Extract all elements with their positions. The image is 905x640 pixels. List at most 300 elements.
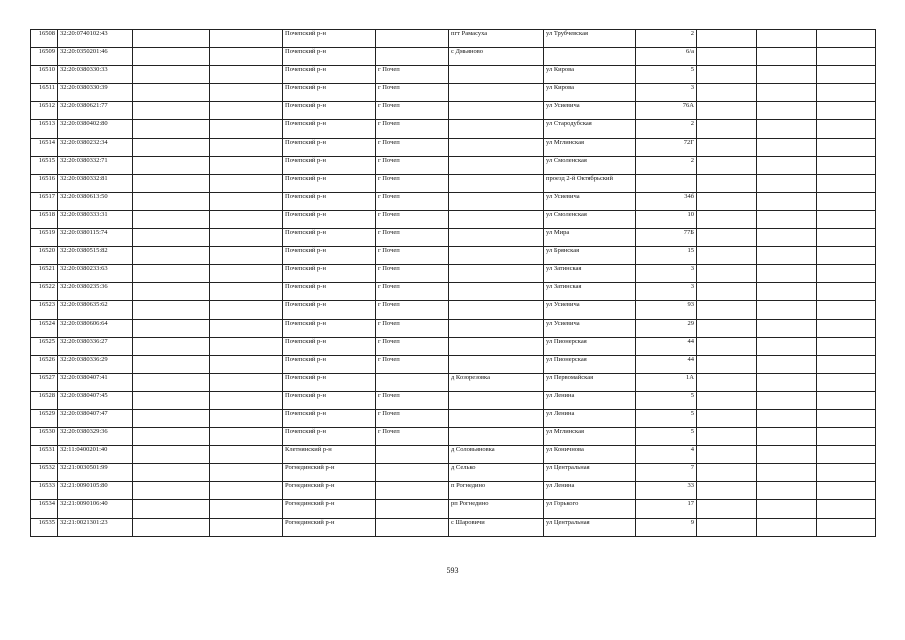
cell-empty-col-1 — [133, 30, 210, 48]
table-row — [31, 446, 876, 464]
cell-empty-col-5 — [817, 48, 876, 66]
cell-row-number: 16530 — [31, 428, 58, 446]
cell-empty-col-1 — [133, 446, 210, 464]
cell-empty-col-4 — [757, 30, 817, 48]
cell-settlement — [449, 301, 544, 319]
cell-house-number: 9 — [636, 518, 697, 536]
cell-district: Почепский р-н — [283, 247, 376, 265]
cell-empty-col-2 — [210, 247, 283, 265]
cell-empty-col-3 — [697, 464, 757, 482]
cell-city: г Почеп — [376, 138, 449, 156]
cell-empty-col-2 — [210, 138, 283, 156]
cell-row-number: 16522 — [31, 283, 58, 301]
cell-district: Почепский р-н — [283, 138, 376, 156]
cell-street: ул Мира — [544, 229, 636, 247]
cell-street: ул Мглинская — [544, 138, 636, 156]
cell-city: г Почеп — [376, 174, 449, 192]
table-row — [31, 391, 876, 409]
cell-street: ул Смоленская — [544, 210, 636, 228]
cell-district: Почепский р-н — [283, 355, 376, 373]
cell-street: ул Мглинская — [544, 428, 636, 446]
cell-district: Рогнединский р-н — [283, 518, 376, 536]
cell-empty-col-3 — [697, 319, 757, 337]
cell-cadastral-number: 32:21:0030501:99 — [58, 464, 133, 482]
cell-empty-col-1 — [133, 156, 210, 174]
cell-empty-col-4 — [757, 391, 817, 409]
cell-empty-col-4 — [757, 210, 817, 228]
table-row — [31, 84, 876, 102]
cell-cadastral-number: 32:20:0380332:81 — [58, 174, 133, 192]
cell-settlement — [449, 355, 544, 373]
cell-district: Почепский р-н — [283, 84, 376, 102]
cell-house-number: 2 — [636, 30, 697, 48]
cell-city: г Почеп — [376, 428, 449, 446]
cell-house-number — [636, 174, 697, 192]
cell-settlement — [449, 247, 544, 265]
cell-empty-col-1 — [133, 518, 210, 536]
cell-empty-col-1 — [133, 428, 210, 446]
cell-city: г Почеп — [376, 409, 449, 427]
cell-street: ул Ленина — [544, 482, 636, 500]
cell-city: г Почеп — [376, 192, 449, 210]
cell-empty-col-4 — [757, 500, 817, 518]
cell-empty-col-3 — [697, 373, 757, 391]
cell-cadastral-number: 32:20:0380407:47 — [58, 409, 133, 427]
cell-empty-col-2 — [210, 337, 283, 355]
cell-house-number: 5 — [636, 409, 697, 427]
cell-district: Почепский р-н — [283, 301, 376, 319]
cell-district: Клетнянский р-н — [283, 446, 376, 464]
cell-city: г Почеп — [376, 156, 449, 174]
cell-street: ул Усиевича — [544, 192, 636, 210]
cell-house-number: 17 — [636, 500, 697, 518]
cell-district: Почепский р-н — [283, 30, 376, 48]
cell-empty-col-3 — [697, 229, 757, 247]
cell-empty-col-5 — [817, 138, 876, 156]
cell-empty-col-4 — [757, 66, 817, 84]
cell-cadastral-number: 32:20:0380407:45 — [58, 391, 133, 409]
cell-empty-col-1 — [133, 391, 210, 409]
table-row — [31, 265, 876, 283]
cell-cadastral-number: 32:11:0400201:40 — [58, 446, 133, 464]
cell-row-number: 16516 — [31, 174, 58, 192]
cell-empty-col-3 — [697, 174, 757, 192]
cell-empty-col-2 — [210, 319, 283, 337]
table-row — [31, 156, 876, 174]
cell-settlement — [449, 210, 544, 228]
cell-cadastral-number: 32:20:0380233:63 — [58, 265, 133, 283]
cell-cadastral-number: 32:20:0380336:29 — [58, 355, 133, 373]
cell-city — [376, 446, 449, 464]
cell-cadastral-number: 32:21:0021301:23 — [58, 518, 133, 536]
cell-house-number: 44 — [636, 337, 697, 355]
cell-empty-col-5 — [817, 518, 876, 536]
cell-empty-col-3 — [697, 84, 757, 102]
cell-empty-col-3 — [697, 102, 757, 120]
cell-empty-col-3 — [697, 500, 757, 518]
cell-row-number: 16529 — [31, 409, 58, 427]
cell-district: Почепский р-н — [283, 192, 376, 210]
cell-empty-col-4 — [757, 428, 817, 446]
cell-city — [376, 500, 449, 518]
cell-empty-col-4 — [757, 120, 817, 138]
cell-settlement: д Соловьяновка — [449, 446, 544, 464]
cell-empty-col-4 — [757, 373, 817, 391]
cell-empty-col-3 — [697, 337, 757, 355]
cell-row-number: 16523 — [31, 301, 58, 319]
cell-empty-col-3 — [697, 391, 757, 409]
cell-empty-col-3 — [697, 355, 757, 373]
cell-street: ул Центральная — [544, 464, 636, 482]
cell-house-number: 15 — [636, 247, 697, 265]
cell-empty-col-2 — [210, 120, 283, 138]
cell-empty-col-5 — [817, 30, 876, 48]
cell-empty-col-2 — [210, 464, 283, 482]
cell-empty-col-5 — [817, 156, 876, 174]
table-row — [31, 482, 876, 500]
table-row — [31, 174, 876, 192]
cell-empty-col-4 — [757, 192, 817, 210]
cell-empty-col-3 — [697, 247, 757, 265]
cell-empty-col-3 — [697, 283, 757, 301]
cell-settlement — [449, 156, 544, 174]
cell-settlement — [449, 66, 544, 84]
cell-district: Почепский р-н — [283, 265, 376, 283]
cell-empty-col-3 — [697, 120, 757, 138]
cell-empty-col-1 — [133, 464, 210, 482]
cell-empty-col-2 — [210, 192, 283, 210]
table-row — [31, 120, 876, 138]
cell-cadastral-number: 32:20:0380606:64 — [58, 319, 133, 337]
cell-city: г Почеп — [376, 210, 449, 228]
cell-empty-col-1 — [133, 355, 210, 373]
cell-empty-col-5 — [817, 265, 876, 283]
cell-street: ул Пионерская — [544, 355, 636, 373]
cell-street: ул Трубчевская — [544, 30, 636, 48]
cell-empty-col-3 — [697, 446, 757, 464]
cell-settlement — [449, 337, 544, 355]
cell-street: ул Коничнова — [544, 446, 636, 464]
cell-empty-col-5 — [817, 355, 876, 373]
cell-empty-col-3 — [697, 192, 757, 210]
cell-empty-col-2 — [210, 391, 283, 409]
cell-house-number: 3 — [636, 84, 697, 102]
cell-cadastral-number: 32:20:0380402:80 — [58, 120, 133, 138]
cell-empty-col-1 — [133, 229, 210, 247]
cell-row-number: 16525 — [31, 337, 58, 355]
cell-empty-col-5 — [817, 283, 876, 301]
cell-city: г Почеп — [376, 391, 449, 409]
cell-row-number: 16518 — [31, 210, 58, 228]
cell-cadastral-number: 32:20:0380332:71 — [58, 156, 133, 174]
cell-settlement: с Дмьяново — [449, 48, 544, 66]
cell-empty-col-1 — [133, 192, 210, 210]
cell-city: г Почеп — [376, 337, 449, 355]
cell-empty-col-2 — [210, 30, 283, 48]
cell-city: г Почеп — [376, 301, 449, 319]
cell-district: Почепский р-н — [283, 283, 376, 301]
table-row — [31, 518, 876, 536]
cell-district: Почепский р-н — [283, 102, 376, 120]
cell-empty-col-1 — [133, 174, 210, 192]
cell-district: Рогнединский р-н — [283, 500, 376, 518]
cell-empty-col-5 — [817, 409, 876, 427]
cell-street: ул Стародубская — [544, 120, 636, 138]
cell-empty-col-3 — [697, 30, 757, 48]
cell-house-number: 76А — [636, 102, 697, 120]
cell-district: Рогнединский р-н — [283, 482, 376, 500]
cell-house-number: 44 — [636, 355, 697, 373]
cell-house-number: 3 — [636, 265, 697, 283]
cell-empty-col-5 — [817, 192, 876, 210]
cell-cadastral-number: 32:20:0740102:43 — [58, 30, 133, 48]
cell-house-number: 3 — [636, 283, 697, 301]
cell-empty-col-4 — [757, 446, 817, 464]
cell-empty-col-1 — [133, 102, 210, 120]
cell-street: ул Ленина — [544, 391, 636, 409]
cell-empty-col-5 — [817, 120, 876, 138]
cell-house-number: 2 — [636, 156, 697, 174]
cell-empty-col-3 — [697, 301, 757, 319]
cell-empty-col-2 — [210, 265, 283, 283]
cell-empty-col-1 — [133, 66, 210, 84]
cell-empty-col-4 — [757, 319, 817, 337]
cell-empty-col-3 — [697, 156, 757, 174]
cell-city: г Почеп — [376, 247, 449, 265]
cell-settlement: д Селько — [449, 464, 544, 482]
cell-row-number: 16526 — [31, 355, 58, 373]
cell-city — [376, 30, 449, 48]
cell-settlement: рп Рогнедино — [449, 500, 544, 518]
cell-empty-col-2 — [210, 174, 283, 192]
cell-cadastral-number: 32:20:0380336:27 — [58, 337, 133, 355]
cell-empty-col-3 — [697, 265, 757, 283]
cell-settlement — [449, 174, 544, 192]
cell-empty-col-2 — [210, 409, 283, 427]
table-row — [31, 247, 876, 265]
table-row — [31, 102, 876, 120]
cell-cadastral-number: 32:20:0380333:31 — [58, 210, 133, 228]
cell-row-number: 16528 — [31, 391, 58, 409]
cell-empty-col-2 — [210, 428, 283, 446]
table-row — [31, 229, 876, 247]
cell-city — [376, 373, 449, 391]
cell-empty-col-4 — [757, 464, 817, 482]
cell-house-number: 5 — [636, 428, 697, 446]
cell-empty-col-1 — [133, 373, 210, 391]
cell-empty-col-4 — [757, 138, 817, 156]
table-row — [31, 283, 876, 301]
cell-empty-col-4 — [757, 265, 817, 283]
table-row — [31, 210, 876, 228]
cell-street: ул Затинская — [544, 265, 636, 283]
cell-settlement: п Рогнедино — [449, 482, 544, 500]
cell-empty-col-4 — [757, 518, 817, 536]
cell-settlement — [449, 409, 544, 427]
cell-empty-col-4 — [757, 301, 817, 319]
cell-row-number: 16515 — [31, 156, 58, 174]
cell-empty-col-4 — [757, 156, 817, 174]
cell-empty-col-1 — [133, 301, 210, 319]
table-row — [31, 337, 876, 355]
cell-street: ул Усиевича — [544, 301, 636, 319]
cell-city: г Почеп — [376, 319, 449, 337]
register-rows — [31, 30, 876, 537]
table-row — [31, 500, 876, 518]
cell-street: ул Усиевича — [544, 319, 636, 337]
cell-settlement — [449, 283, 544, 301]
cell-settlement — [449, 428, 544, 446]
cell-settlement — [449, 319, 544, 337]
cell-cadastral-number: 32:20:0380329:36 — [58, 428, 133, 446]
cell-empty-col-4 — [757, 283, 817, 301]
cell-row-number: 16519 — [31, 229, 58, 247]
cell-house-number: 7 — [636, 464, 697, 482]
cell-empty-col-4 — [757, 102, 817, 120]
cell-empty-col-4 — [757, 229, 817, 247]
cell-street: ул Кирова — [544, 84, 636, 102]
cell-empty-col-1 — [133, 283, 210, 301]
cell-row-number: 16527 — [31, 373, 58, 391]
cell-empty-col-5 — [817, 391, 876, 409]
cell-cadastral-number: 32:20:0380407:41 — [58, 373, 133, 391]
cell-row-number: 16511 — [31, 84, 58, 102]
cell-empty-col-5 — [817, 102, 876, 120]
cell-empty-col-1 — [133, 500, 210, 518]
cell-row-number: 16534 — [31, 500, 58, 518]
cell-row-number: 16532 — [31, 464, 58, 482]
cell-empty-col-2 — [210, 84, 283, 102]
cell-empty-col-1 — [133, 482, 210, 500]
cell-settlement — [449, 102, 544, 120]
cell-empty-col-4 — [757, 247, 817, 265]
cell-empty-col-4 — [757, 409, 817, 427]
cell-city: г Почеп — [376, 229, 449, 247]
cell-empty-col-5 — [817, 464, 876, 482]
cell-cadastral-number: 32:20:0350201:46 — [58, 48, 133, 66]
cell-cadastral-number: 32:20:0380235:36 — [58, 283, 133, 301]
cell-empty-col-1 — [133, 265, 210, 283]
cell-empty-col-2 — [210, 301, 283, 319]
cell-house-number: 29 — [636, 319, 697, 337]
cell-empty-col-5 — [817, 301, 876, 319]
cell-row-number: 16520 — [31, 247, 58, 265]
cell-settlement: д Козорезовка — [449, 373, 544, 391]
cell-street: ул Ленина — [544, 409, 636, 427]
cell-city: г Почеп — [376, 283, 449, 301]
cell-row-number: 16521 — [31, 265, 58, 283]
cell-house-number: 1А — [636, 373, 697, 391]
cell-empty-col-1 — [133, 138, 210, 156]
cell-settlement — [449, 192, 544, 210]
cell-house-number: 5 — [636, 66, 697, 84]
table-row — [31, 355, 876, 373]
cell-empty-col-2 — [210, 210, 283, 228]
cell-empty-col-1 — [133, 48, 210, 66]
cell-empty-col-2 — [210, 283, 283, 301]
cell-empty-col-2 — [210, 500, 283, 518]
table-row — [31, 30, 876, 48]
cell-empty-col-3 — [697, 210, 757, 228]
cell-empty-col-2 — [210, 102, 283, 120]
cell-cadastral-number: 32:20:0380515:82 — [58, 247, 133, 265]
cell-street: ул Затинская — [544, 283, 636, 301]
cell-empty-col-1 — [133, 84, 210, 102]
cell-street: ул Пионерская — [544, 337, 636, 355]
table-row — [31, 192, 876, 210]
table-row — [31, 428, 876, 446]
cell-settlement: пгт Рамасуха — [449, 30, 544, 48]
cell-empty-col-5 — [817, 247, 876, 265]
cell-empty-col-1 — [133, 409, 210, 427]
cell-district: Почепский р-н — [283, 409, 376, 427]
table-row — [31, 66, 876, 84]
cell-district: Почепский р-н — [283, 120, 376, 138]
cell-city: г Почеп — [376, 120, 449, 138]
cell-district: Рогнединский р-н — [283, 464, 376, 482]
table-row — [31, 48, 876, 66]
table-row — [31, 464, 876, 482]
cell-empty-col-5 — [817, 174, 876, 192]
cell-empty-col-2 — [210, 446, 283, 464]
cell-house-number: 34б — [636, 192, 697, 210]
cell-settlement — [449, 265, 544, 283]
cell-street: ул Кирова — [544, 66, 636, 84]
cell-district: Почепский р-н — [283, 391, 376, 409]
cell-empty-col-3 — [697, 66, 757, 84]
cell-empty-col-1 — [133, 120, 210, 138]
cell-row-number: 16512 — [31, 102, 58, 120]
cell-house-number: 77Б — [636, 229, 697, 247]
cell-city — [376, 482, 449, 500]
cell-empty-col-4 — [757, 355, 817, 373]
cell-empty-col-1 — [133, 319, 210, 337]
table-row — [31, 138, 876, 156]
cell-district: Почепский р-н — [283, 48, 376, 66]
cell-empty-col-5 — [817, 210, 876, 228]
cell-empty-col-3 — [697, 428, 757, 446]
cell-street — [544, 48, 636, 66]
cell-row-number: 16514 — [31, 138, 58, 156]
cell-empty-col-4 — [757, 84, 817, 102]
cell-district: Почепский р-н — [283, 373, 376, 391]
cell-house-number: 10 — [636, 210, 697, 228]
cell-city — [376, 48, 449, 66]
cell-empty-col-4 — [757, 174, 817, 192]
cell-house-number: 2 — [636, 120, 697, 138]
cell-empty-col-2 — [210, 482, 283, 500]
cell-cadastral-number: 32:20:0380330:39 — [58, 84, 133, 102]
cell-city — [376, 464, 449, 482]
cell-empty-col-4 — [757, 482, 817, 500]
cell-empty-col-3 — [697, 409, 757, 427]
cell-empty-col-5 — [817, 373, 876, 391]
cell-empty-col-2 — [210, 48, 283, 66]
cell-empty-col-5 — [817, 500, 876, 518]
cell-empty-col-5 — [817, 319, 876, 337]
cell-street: ул Первомайская — [544, 373, 636, 391]
cell-district: Почепский р-н — [283, 156, 376, 174]
cell-empty-col-5 — [817, 428, 876, 446]
cell-district: Почепский р-н — [283, 66, 376, 84]
table-row — [31, 319, 876, 337]
cell-cadastral-number: 32:21:0090106:40 — [58, 500, 133, 518]
cell-empty-col-5 — [817, 446, 876, 464]
cell-settlement — [449, 84, 544, 102]
cell-house-number: 93 — [636, 301, 697, 319]
cell-district: Почепский р-н — [283, 174, 376, 192]
cell-empty-col-4 — [757, 48, 817, 66]
